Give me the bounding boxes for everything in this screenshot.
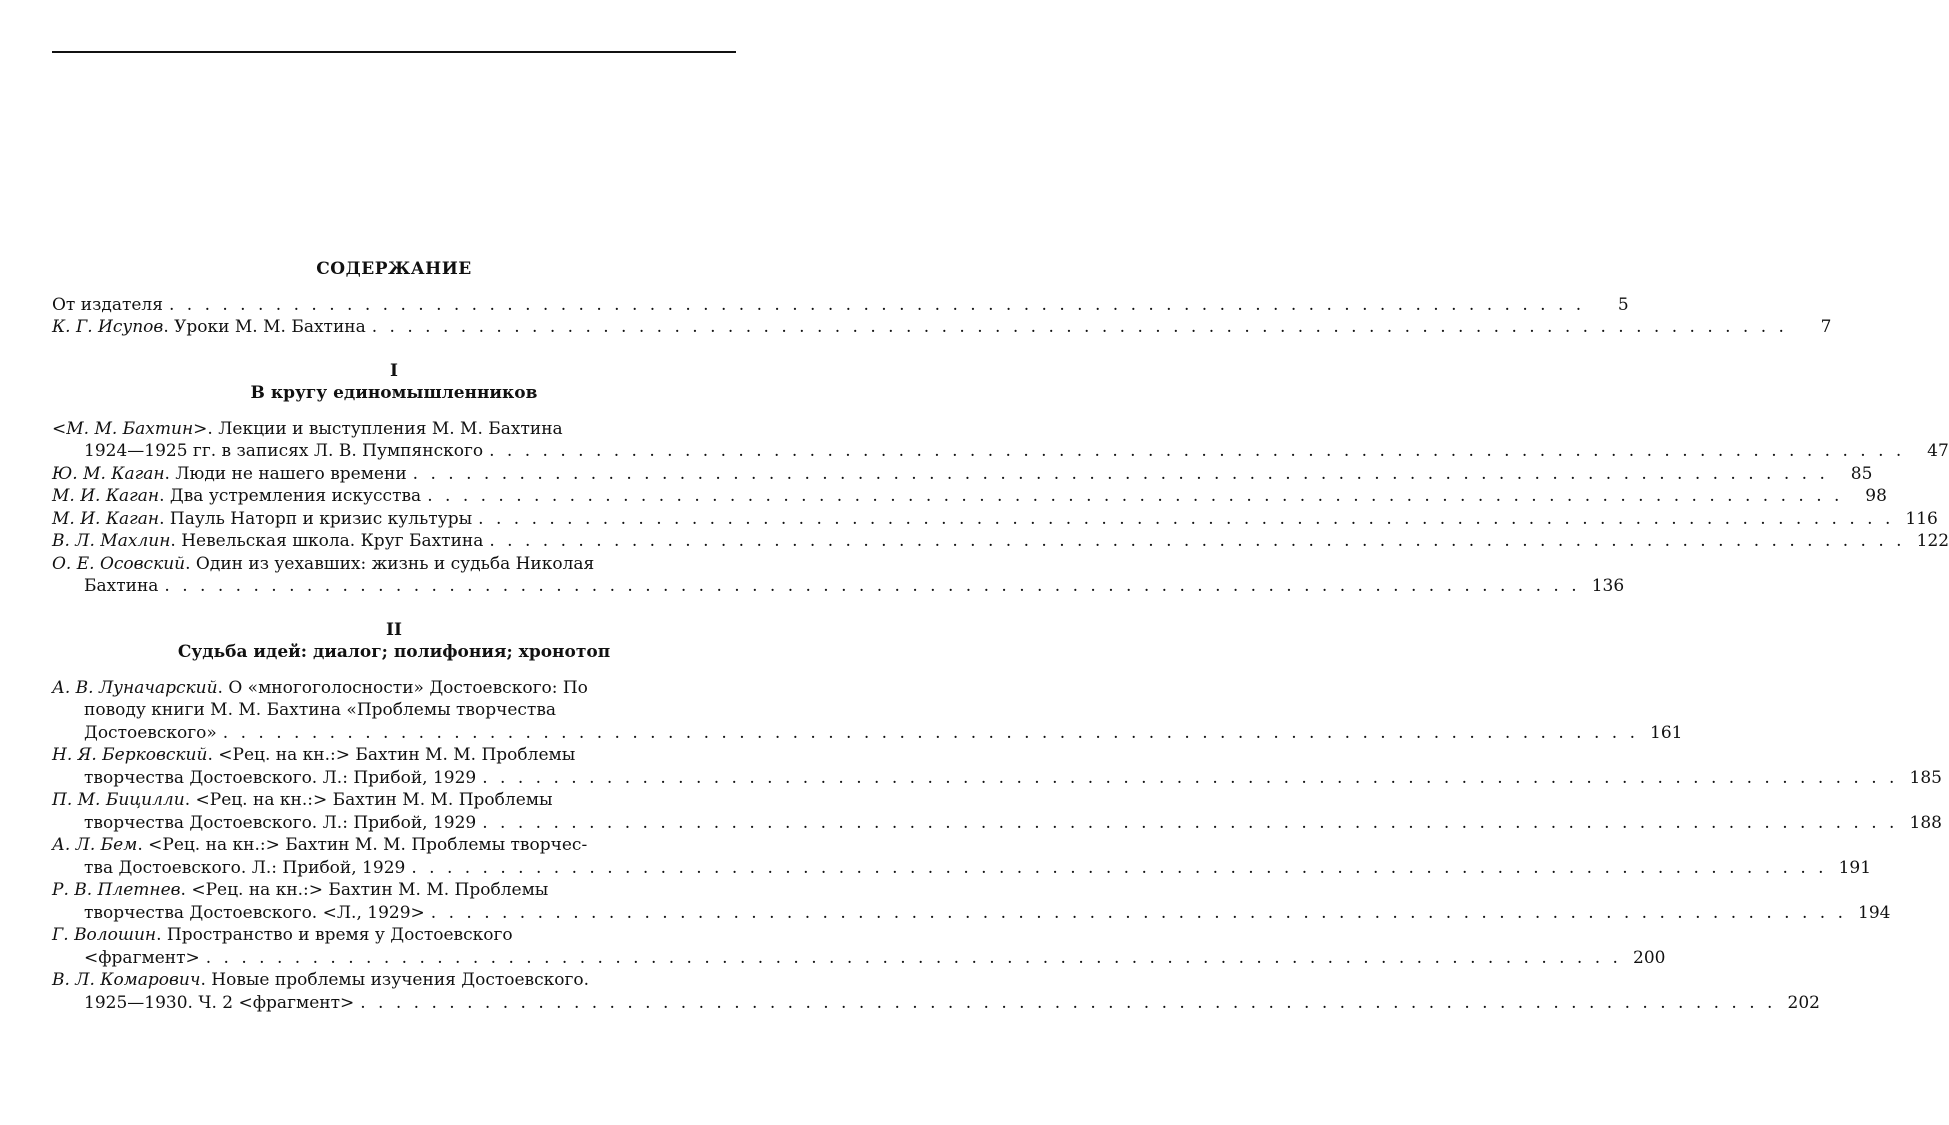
entry-title-line: . Лекции и выступления М. М. Бахтина [207,418,563,439]
dot-leader: . . . . . . . . . . . . . . . . . . . . . . . . . . . . . . . . . . . . . . . . . . . . . . . . . . . . . . . . . . . . . . . . . . . . . . . . . . . . . . . . [482,767,1898,788]
dot-leader: . . . . . . . . . . . . . . . . . . . . . . . . . . . . . . . . . . . . . . . . . . . . . . . . . . . . . . . . . . . . . . . . . . . . . . . . . . . . . . . . [478,508,1894,529]
entry-title-line: Бахтина [84,576,159,596]
entry-text [84,812,476,835]
toc-entry-line [52,575,1625,598]
entry-title-line: . Невельская школа. Круг Бахтина [170,531,484,551]
toc-entry-line [52,879,736,902]
entry-title-line: 1925—1930. Ч. 2 <фрагмент> [84,992,355,1013]
toc-entry-line [52,947,1666,970]
toc-entry-line [52,485,1887,508]
sections [52,360,1949,1015]
page-number: 194 [1858,902,1891,923]
entry-title-line: . Два устремления искусства [159,486,422,506]
page-number: 122 [1916,531,1949,551]
dot-leader: . . . . . . . . . . . . . . . . . . . . . . . . . . . . . . . . . . . . . . . . . . . . . . . . . . . . . . . . . . . . . . . . . . . . . . . . . . . . . . . . [411,857,1828,878]
page-number: 161 [1650,722,1683,743]
entry-author: <М. М. Бахтин> [52,418,208,439]
dot-leader: . . . . . . . . . . . . . . . . . . . . . . . . . . . . . . . . . . . . . . . . . . . . . . . . . . . . . . . . . . . . . . . . . . . . . . . . . . . . . . . . [482,812,1898,833]
toc-entry [52,677,1683,745]
entry-text [52,677,588,700]
toc-entry-line [52,992,1820,1015]
section-number: I [390,360,398,381]
toc-entry-line [52,902,1891,925]
entry-text [84,947,200,970]
page-number: 188 [1909,812,1942,833]
page-number: 200 [1633,947,1666,968]
entry-text [52,879,548,902]
entry-text [84,575,158,598]
toc-entry [52,924,1666,969]
entry-text [52,789,553,812]
page-number: 116 [1905,508,1938,529]
page-title: СОДЕРЖАНИЕ [316,259,472,279]
toc-entry-line [52,418,736,441]
toc-entry-line [52,508,1938,531]
entry-author: П. М. Бицилли [52,790,185,810]
entry-text [52,485,421,508]
section-I [52,360,1949,598]
dot-leader: . . . . . . . . . . . . . . . . . . . . . . . . . . . . . . . . . . . . . . . . . . . . . . . . . . . . . . . . . . . . . . . . . . . . . . . . . . . . . . . . [222,722,1639,743]
toc-entry [52,553,1625,598]
entry-text [52,316,366,339]
toc-entry-line [52,834,736,857]
entry-author: К. Г. Исупов [52,317,164,337]
section-number: II [386,619,402,640]
entry-author: В. Л. Махлин [52,531,171,551]
entry-author: М. И. Каган [52,486,160,506]
toc-entry-line [52,463,1873,486]
entry-author: Г. Волошин [52,925,157,945]
entry-title-line: 1924—1925 гг. в записях Л. В. Пумпянского [84,441,484,461]
entry-author: Н. Я. Берковский [52,745,208,765]
entry-title-line: . Новые проблемы изучения Достоевского. [200,970,590,990]
section-title: Судьба идей: диалог; полифония; хронотоп [177,642,611,662]
toc-entry-line [52,316,1832,339]
entry-title-line: Достоевского» [84,722,217,743]
toc-entry-line [52,699,736,722]
entry-title-line: поводу книги М. М. Бахтина «Проблемы творчества [84,700,557,720]
entry-text [52,924,513,947]
entry-text [84,722,217,745]
entry-text [84,699,556,722]
page-number: 185 [1909,767,1942,788]
toc-entry-line [52,553,736,576]
entry-author: А. В. Луначарский [52,677,218,698]
toc-entry [52,789,1942,834]
toc-entry-line [52,924,736,947]
toc-entry [52,316,1832,339]
toc-entry-line [52,530,1949,553]
toc-entry-line [52,722,1683,745]
entry-text [52,508,472,531]
front-matter-list [52,294,1832,339]
entry-title-line: . <Рец. на кн.:> Бахтин М. М. Проблемы [207,745,576,765]
toc-entry-line [52,969,736,992]
toc-entry-line [52,440,1949,463]
entry-text [52,553,594,576]
entry-author: О. Е. Осовский [52,553,186,574]
entry-text [52,463,407,486]
entry-title-line: творчества Достоевского. Л.: Прибой, 1929 [84,767,477,788]
toc-entry [52,418,1949,463]
dot-leader: . . . . . . . . . . . . . . . . . . . . . . . . . . . . . . . . . . . . . . . . . . . . . . . . . . . . . . . . . . . . . . . . . . . . . . . . . . . . . . . . [205,947,1622,968]
dot-leader: . . . . . . . . . . . . . . . . . . . . . . . . . . . . . . . . . . . . . . . . . . . . . . . . . . . . . . . . . . . . . . . . . . . . . . . . . . . . . . . . [427,486,1843,506]
entry-title-line: . Уроки М. М. Бахтина [163,317,366,337]
toc-entry [52,485,1887,508]
entry-text [84,440,483,463]
page-number: 191 [1838,857,1872,878]
entry-title-line: . Пространство и время у Достоевского [156,925,513,945]
page-number: 202 [1787,992,1820,1013]
dot-leader: . . . . . . . . . . . . . . . . . . . . . . . . . . . . . . . . . . . . . . . . . . . . . . . . . . . . . . . . . . . . . . . . . . . . . . . . . . . . . . . . [489,441,1905,461]
dot-leader: . . . . . . . . . . . . . . . . . . . . . . . . . . . . . . . . . . . . . . . . . . . . . . . . . . . . . . . . . . . . . . . . . . . . . . . . . . . . . . . . [430,902,1847,923]
entry-title-line: тва Достоевского. Л.: Прибой, 1929 [84,857,406,878]
dot-leader: . . . . . . . . . . . . . . . . . . . . . . . . . . . . . . . . . . . . . . . . . . . . . . . . . . . . . . . . . . . . . . . . . . . . . . . . . . . . . . . . [489,531,1906,551]
dot-leader: . . . . . . . . . . . . . . . . . . . . . . . . . . . . . . . . . . . . . . . . . . . . . . . . . . . . . . . . . . . . . . . . . . . . . . . . . . . . . . . . [168,294,1585,315]
entry-title-line: . <Рец. на кн.:> Бахтин М. М. Проблемы творчес- [137,835,588,855]
toc-entry [52,508,1938,531]
entry-text [84,902,425,925]
entry-text [52,418,563,441]
entry-title-line: . Один из уехавших: жизнь и судьба Николая [185,553,595,574]
toc-entry-line [52,744,736,767]
entry-text [52,530,483,553]
toc-entry-line [52,294,1629,317]
entry-author: М. И. Каган [52,508,160,529]
entry-text [52,294,163,317]
page-number: 98 [1865,486,1887,506]
page-number: 5 [1617,294,1629,315]
toc-entry [52,879,1891,924]
dot-leader: . . . . . . . . . . . . . . . . . . . . . . . . . . . . . . . . . . . . . . . . . . . . . . . . . . . . . . . . . . . . . . . . . . . . . . . . . . . . . . . . [164,576,1581,596]
page-number: 7 [1820,317,1832,337]
dot-leader: . . . . . . . . . . . . . . . . . . . . . . . . . . . . . . . . . . . . . . . . . . . . . . . . . . . . . . . . . . . . . . . . . . . . . . . . . . . . . . . . [371,317,1788,337]
top-rule [52,51,736,53]
entry-title-line: творчества Достоевского. Л.: Прибой, 1929 [84,812,477,833]
entry-title-line: . Пауль Наторп и кризис культуры [159,508,473,529]
toc-entry [52,744,1942,789]
page-number: 136 [1591,576,1625,596]
page-number: 47 [1927,441,1949,461]
entry-author: Р. В. Плетнев [52,880,181,900]
entry-title-line: . <Рец. на кн.:> Бахтин М. М. Проблемы [180,880,549,900]
entry-author: Ю. М. Каган [52,463,165,484]
entry-text [52,969,589,992]
dot-leader: . . . . . . . . . . . . . . . . . . . . . . . . . . . . . . . . . . . . . . . . . . . . . . . . . . . . . . . . . . . . . . . . . . . . . . . . . . . . . . . . [360,992,1776,1013]
toc-entry-line [52,677,736,700]
toc-entry [52,294,1629,317]
toc-entry [52,834,1872,879]
entry-text [52,834,587,857]
entry-text [84,857,405,880]
toc-entry-line [52,857,1872,880]
toc-entry-line [52,789,736,812]
toc-entry [52,530,1949,553]
entry-title-line: творчества Достоевского. <Л., 1929> [84,902,425,923]
section-title: В кругу единомышленников [250,383,538,403]
section-II [52,619,1942,1015]
toc-entry [52,969,1820,1014]
entry-text [52,744,575,767]
entry-title-line: . Люди не нашего времени [164,463,407,484]
entry-text [84,767,476,790]
entry-title-line: . О «многоголосности» Достоевского: По [217,677,588,698]
toc-entry-line [52,767,1942,790]
entry-author: В. Л. Комарович [52,970,201,990]
entry-title-line: . <Рец. на кн.:> Бахтин М. М. Проблемы [184,790,553,810]
entry-title-line: <фрагмент> [84,947,200,968]
entry-author: А. Л. Бем [52,835,138,855]
toc-entry [52,463,1873,486]
entry-title-line: От издателя [52,294,163,315]
dot-leader: . . . . . . . . . . . . . . . . . . . . . . . . . . . . . . . . . . . . . . . . . . . . . . . . . . . . . . . . . . . . . . . . . . . . . . . . . . . . . . . . [412,463,1829,484]
table-of-contents [52,258,1949,1014]
page-number: 85 [1850,463,1873,484]
toc-entry-line [52,812,1942,835]
entry-text [84,992,354,1015]
